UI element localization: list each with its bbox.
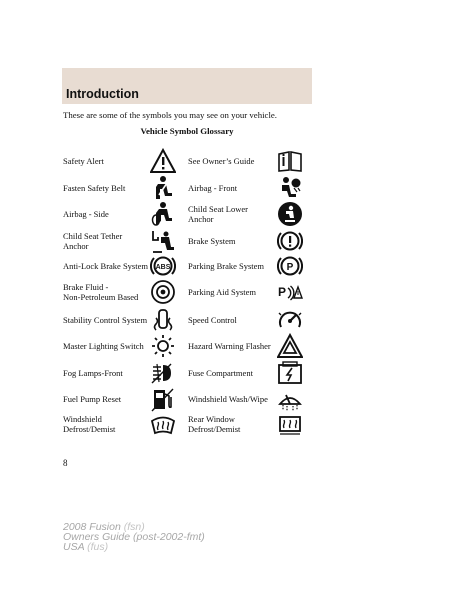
symbol-label: Fuse Compartment — [188, 368, 253, 378]
owners-guide-icon — [277, 148, 303, 174]
fuse-compartment-icon — [277, 360, 303, 386]
brake-fluid-icon — [150, 279, 176, 305]
master-lighting-icon — [150, 333, 176, 359]
hazard-flasher-icon — [277, 333, 303, 359]
symbol-label: Child Seat Lower Anchor — [188, 204, 248, 224]
symbol-label: Master Lighting Switch — [63, 341, 144, 351]
symbol-label: Hazard Warning Flasher — [188, 341, 271, 351]
parking-aid-icon — [277, 279, 303, 305]
symbol-label: Rear Window Defrost/Demist — [188, 414, 241, 434]
footer-guide: Owners Guide (post-2002-fmt) — [63, 531, 205, 543]
symbol-label: Airbag - Front — [188, 183, 238, 193]
page-number: 8 — [63, 458, 68, 468]
symbol-label: Windshield Defrost/Demist — [63, 414, 116, 434]
child-seat-lower-anchor-icon — [277, 201, 303, 227]
svg-text:P: P — [278, 285, 287, 299]
symbol-label: Airbag - Side — [63, 209, 109, 219]
fuel-pump-reset-icon — [150, 386, 176, 412]
brake-system-icon — [277, 228, 303, 254]
footer-model: 2008 Fusion — [63, 521, 121, 533]
symbol-label: Fasten Safety Belt — [63, 183, 126, 193]
seat-belt-icon — [150, 175, 176, 201]
footer-market: USA — [63, 541, 85, 553]
symbol-label: Brake Fluid - Non-Petroleum Based — [63, 282, 139, 302]
footer-market-code: (fus) — [87, 541, 109, 553]
symbol-label: See Owner’s Guide — [188, 156, 255, 166]
footer — [63, 522, 205, 552]
speed-control-icon — [277, 307, 303, 333]
symbol-label: Parking Aid System — [188, 287, 257, 297]
symbol-label: Fog Lamps-Front — [63, 368, 123, 378]
symbol-label: Parking Brake System — [188, 261, 265, 271]
svg-text:ABS: ABS — [155, 264, 171, 271]
section-title: Introduction — [66, 87, 139, 101]
symbol-label: Child Seat Tether Anchor — [63, 231, 123, 251]
fog-lamps-icon — [150, 360, 176, 386]
intro-text: These are some of the symbols you may see on your vehicle. — [63, 110, 277, 120]
safety-alert-icon — [150, 148, 176, 174]
rear-defrost-icon — [277, 411, 303, 437]
airbag-front-icon — [277, 175, 303, 201]
symbol-label: Safety Alert — [63, 156, 104, 166]
symbol-label: Windshield Wash/Wipe — [188, 394, 268, 404]
symbol-label: Anti-Lock Brake System — [63, 261, 148, 271]
svg-text:P: P — [286, 262, 294, 273]
windshield-defrost-icon — [150, 411, 176, 437]
wash-wipe-icon — [277, 386, 303, 412]
footer-model-code: (fsn) — [123, 521, 145, 533]
symbol-label: Fuel Pump Reset — [63, 394, 122, 404]
parking-brake-icon — [277, 253, 303, 279]
child-seat-tether-anchor-icon — [150, 228, 176, 254]
abs-icon — [150, 253, 176, 279]
symbol-label: Stability Control System — [63, 315, 148, 325]
symbol-label: Speed Control — [188, 315, 237, 325]
glossary-title: Vehicle Symbol Glossary — [140, 126, 234, 136]
stability-control-icon — [150, 307, 176, 333]
airbag-side-icon — [150, 201, 176, 227]
symbol-label: Brake System — [188, 236, 236, 246]
